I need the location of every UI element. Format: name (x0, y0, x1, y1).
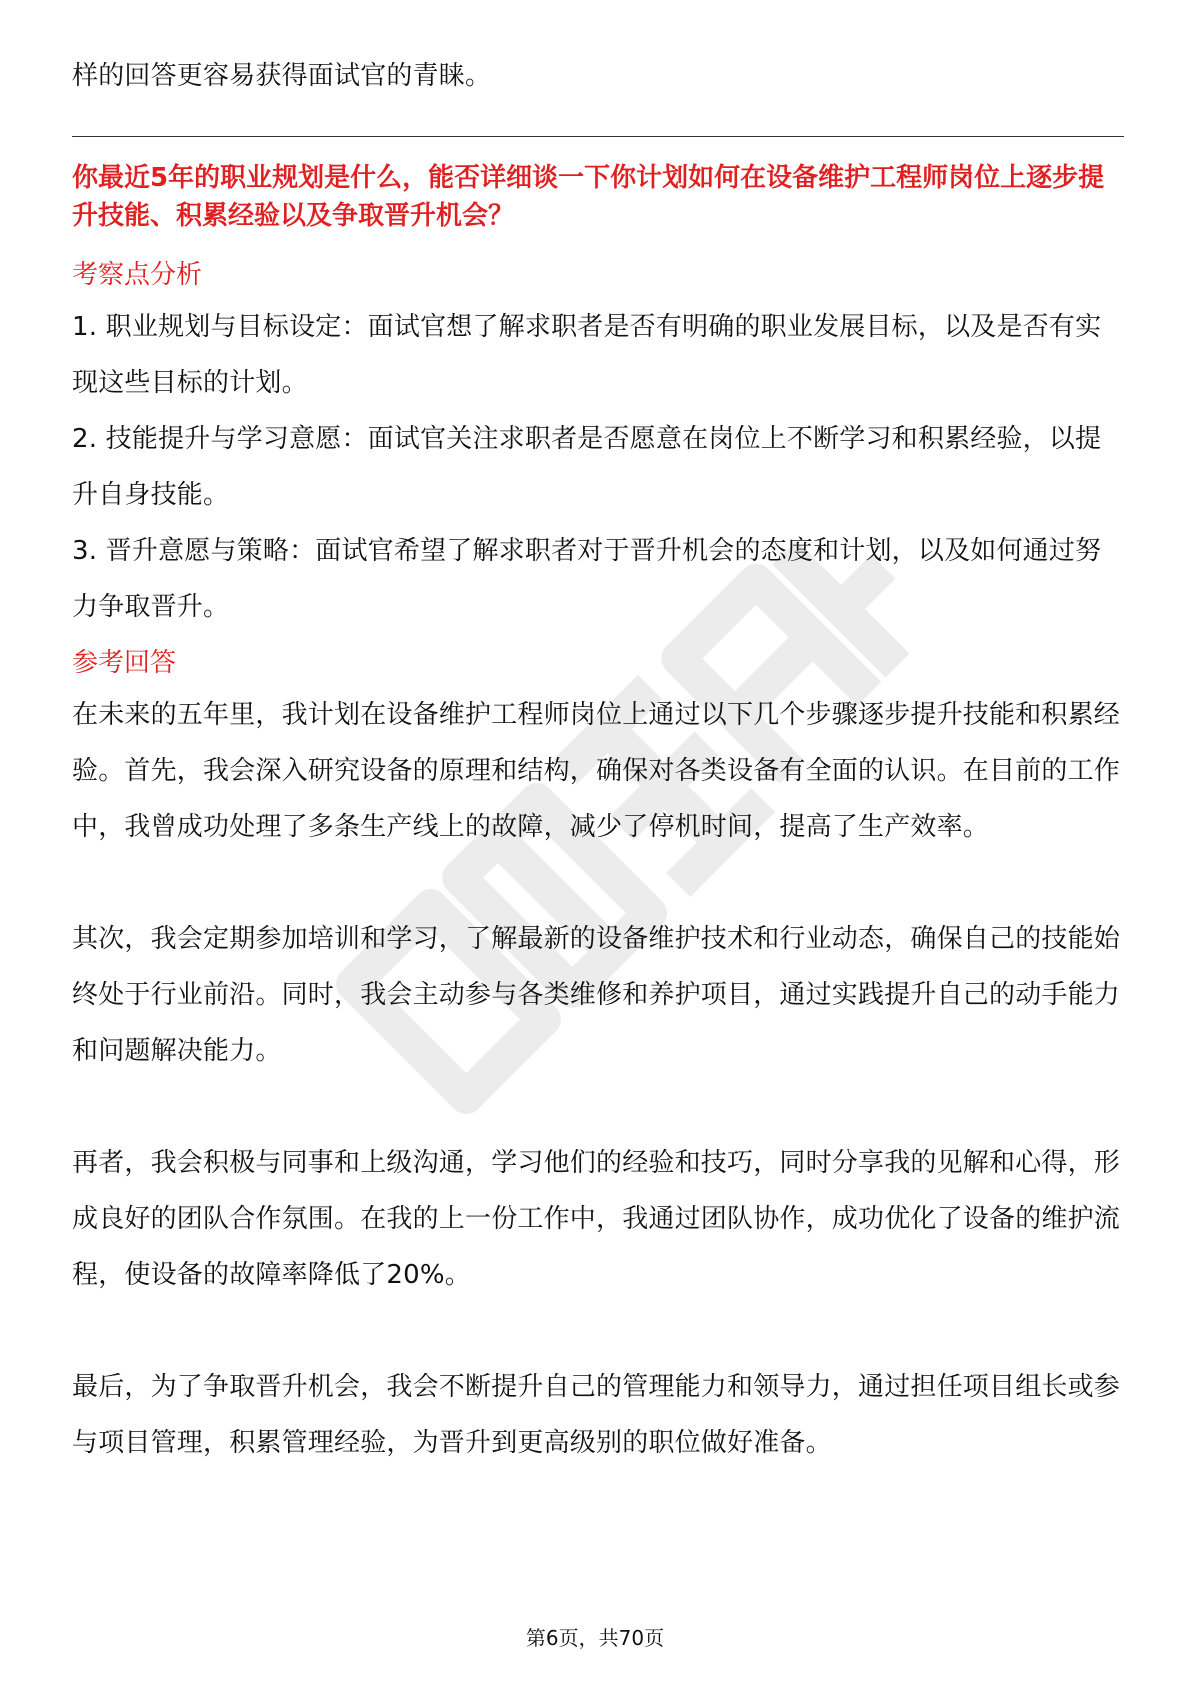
answer-paragraph: 再者，我会积极与同事和上级沟通，学习他们的经验和技巧，同时分享我的见解和心得，形成良好的团队合作氛围。在我的上一份工作中，我通过团队协作，成功优化了设备的维护流程，使设备的故障率降低了20%。 (72, 1148, 1121, 1290)
answer-paragraph: 其次，我会定期参加培训和学习，了解最新的设备维护技术和行业动态，确保自己的技能始终处于行业前沿。同时，我会主动参与各类维修和养护项目，通过实践提升自己的动手能力和问题解决能力。 (72, 924, 1121, 1066)
document-content (72, 48, 1124, 1471)
page-footer: 第6页，共70页 (525, 1626, 665, 1650)
answer-paragraph: 在未来的五年里，我计划在设备维护工程师岗位上通过以下几个步骤逐步提升技能和积累经验。首先，我会深入研究设备的原理和结构，确保对各类设备有全面的认识。在目前的工作中，我曾成功处理了多条生产线上的故障，减少了停机时间，提高了生产效率。 (72, 700, 1121, 842)
answer-paragraph: 最后，为了争取晋升机会，我会不断提升自己的管理能力和领导力，通过担任项目组长或参与项目管理，积累管理经验，为晋升到更高级别的职位做好准备。 (72, 1372, 1121, 1458)
analysis-section-title: 考察点分析 (72, 260, 203, 290)
analysis-points-list (72, 299, 1124, 635)
paragraph-spacer (72, 1079, 1124, 1135)
paragraph-spacer (72, 1303, 1124, 1359)
analysis-point: 3. 晋升意愿与策略：面试官希望了解求职者对于晋升机会的态度和计划，以及如何通过努力争取晋升。 (72, 536, 1102, 622)
analysis-point: 1. 职业规划与目标设定：面试官想了解求职者是否有明确的职业发展目标，以及是否有实现这些目标的计划。 (72, 312, 1102, 398)
intro-tail-text: 样的回答更容易获得面试官的青睐。 (72, 61, 492, 91)
divider-line (72, 136, 1124, 137)
analysis-point: 2. 技能提升与学习意愿：面试官关注求职者是否愿意在岗位上不断学习和积累经验，以提升自身技能。 (72, 424, 1102, 510)
reference-answer (72, 687, 1124, 1471)
reference-section-title: 参考回答 (72, 648, 177, 678)
question-heading: 你最近5年的职业规划是什么，能否详细谈一下你计划如何在设备维护工程师岗位上逐步提升技能、积累经验以及争取晋升机会？ (72, 163, 1105, 231)
paragraph-spacer (72, 855, 1124, 911)
